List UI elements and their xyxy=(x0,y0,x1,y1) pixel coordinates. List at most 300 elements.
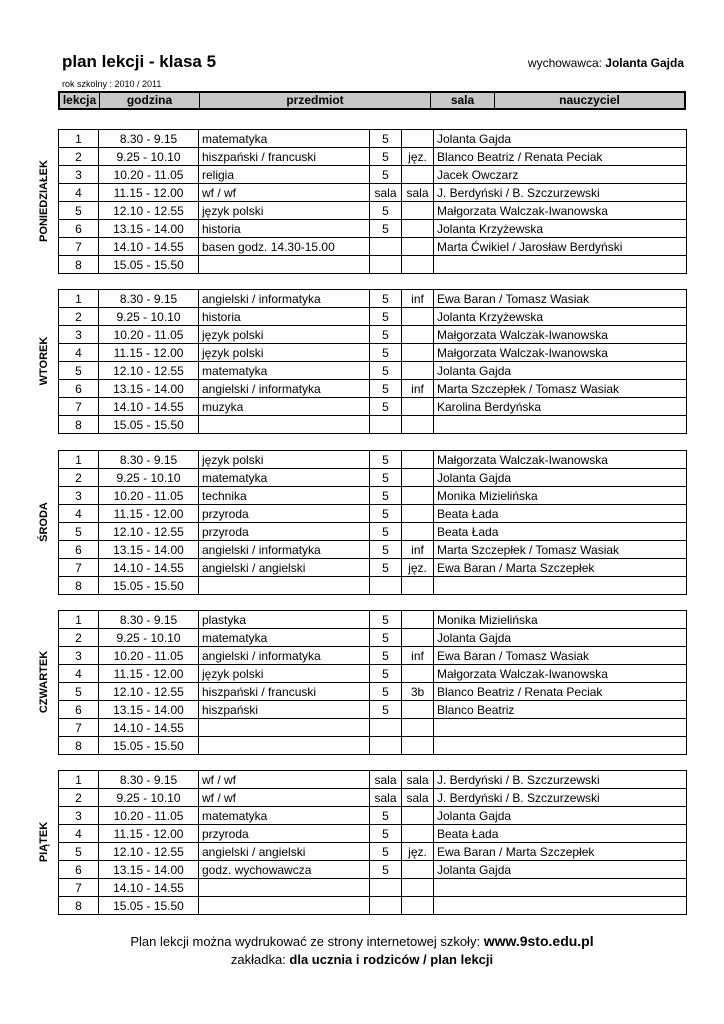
table-cell: 1 xyxy=(59,611,99,629)
table-cell: 12.10 - 12.55 xyxy=(99,202,199,220)
day-label xyxy=(36,129,52,273)
table-cell xyxy=(402,897,434,915)
day-name: ŚRODA xyxy=(38,502,50,542)
table-row xyxy=(59,789,687,807)
table-cell xyxy=(370,238,402,256)
table-cell: 8 xyxy=(59,897,99,915)
table-cell: 2 xyxy=(59,148,99,166)
table-cell: inf xyxy=(402,290,434,308)
table-cell: 7 xyxy=(59,719,99,737)
table-cell: Jolanta Gajda xyxy=(434,807,687,825)
table-row xyxy=(59,843,687,861)
table-row xyxy=(59,665,687,683)
table-row xyxy=(59,398,687,416)
table-cell: 5 xyxy=(370,629,402,647)
table-cell: 5 xyxy=(370,308,402,326)
table-cell: 5 xyxy=(370,130,402,148)
table-cell: 13.15 - 14.00 xyxy=(99,541,199,559)
table-cell: 5 xyxy=(370,647,402,665)
table-cell: 8.30 - 9.15 xyxy=(99,611,199,629)
day-table-4 xyxy=(58,610,686,755)
table-cell: Blanco Beatriz / Renata Peciak xyxy=(434,683,687,701)
table-cell xyxy=(402,629,434,647)
table-cell: 7 xyxy=(59,238,99,256)
table-cell: 3b xyxy=(402,683,434,701)
table-cell: 4 xyxy=(59,344,99,362)
table-cell: historia xyxy=(199,220,370,238)
table-cell: 6 xyxy=(59,541,99,559)
table-cell: 14.10 - 14.55 xyxy=(99,559,199,577)
footer xyxy=(0,932,724,969)
table-cell xyxy=(402,719,434,737)
col-nauczyciel: nauczyciel xyxy=(559,93,620,107)
table-cell xyxy=(402,202,434,220)
table-row xyxy=(59,202,687,220)
table-cell: 5 xyxy=(370,523,402,541)
table-cell: 8 xyxy=(59,416,99,434)
table-cell: sala xyxy=(370,789,402,807)
table-cell: 5 xyxy=(370,861,402,879)
table-cell: język polski xyxy=(199,665,370,683)
table-cell: Małgorzata Walczak-Iwanowska xyxy=(434,326,687,344)
table-cell xyxy=(370,897,402,915)
table-cell: 10.20 - 11.05 xyxy=(99,647,199,665)
table-cell: matematyka xyxy=(199,807,370,825)
table-cell xyxy=(402,166,434,184)
table-cell: Jolanta Gajda xyxy=(434,130,687,148)
table-cell xyxy=(434,577,687,595)
table-cell: przyroda xyxy=(199,825,370,843)
footer-tab: dla ucznia i rodziców / plan lekcji xyxy=(289,952,494,967)
table-cell: 5 xyxy=(370,451,402,469)
table-cell: Jolanta Gajda xyxy=(434,469,687,487)
table-cell: język polski xyxy=(199,326,370,344)
table-cell: Blanco Beatriz xyxy=(434,701,687,719)
table-cell: Blanco Beatriz / Renata Peciak xyxy=(434,148,687,166)
table-cell: 8 xyxy=(59,256,99,274)
table-cell: 7 xyxy=(59,879,99,897)
table-cell: Jolanta Gajda xyxy=(434,629,687,647)
table-cell: 6 xyxy=(59,380,99,398)
day-label xyxy=(36,770,52,914)
table-cell: matematyka xyxy=(199,130,370,148)
table-cell: 5 xyxy=(370,825,402,843)
table-cell xyxy=(434,737,687,755)
table-cell: 8.30 - 9.15 xyxy=(99,451,199,469)
table-cell: sala xyxy=(402,184,434,202)
table-cell: 4 xyxy=(59,505,99,523)
table-cell: 5 xyxy=(370,344,402,362)
table-row xyxy=(59,505,687,523)
table-cell: przyroda xyxy=(199,523,370,541)
table-cell: 5 xyxy=(59,362,99,380)
table-cell: Małgorzata Walczak-Iwanowska xyxy=(434,344,687,362)
table-cell xyxy=(370,719,402,737)
table-cell xyxy=(402,469,434,487)
table-cell: język polski xyxy=(199,451,370,469)
table-cell xyxy=(199,577,370,595)
table-cell: 12.10 - 12.55 xyxy=(99,523,199,541)
table-cell: sala xyxy=(370,771,402,789)
table-cell: 7 xyxy=(59,398,99,416)
table-cell: 8 xyxy=(59,577,99,595)
table-cell xyxy=(370,256,402,274)
table-row xyxy=(59,559,687,577)
school-year: rok szkolny : 2010 / 2011 xyxy=(62,79,162,89)
table-cell xyxy=(199,256,370,274)
table-row xyxy=(59,897,687,915)
table-cell: 5 xyxy=(370,380,402,398)
day-label xyxy=(36,610,52,754)
day-name: PONIEDZIAŁEK xyxy=(38,160,50,242)
table-cell: 3 xyxy=(59,647,99,665)
table-cell xyxy=(402,825,434,843)
table-cell xyxy=(434,256,687,274)
table-cell: 14.10 - 14.55 xyxy=(99,238,199,256)
table-cell: 10.20 - 11.05 xyxy=(99,807,199,825)
table-cell: 6 xyxy=(59,861,99,879)
table-cell: 5 xyxy=(370,202,402,220)
table-cell: 11.15 - 12.00 xyxy=(99,344,199,362)
table-cell: J. Berdyński / B. Szczurzewski xyxy=(434,789,687,807)
table-cell: wf / wf xyxy=(199,184,370,202)
table-row xyxy=(59,879,687,897)
table-cell: angielski / angielski xyxy=(199,559,370,577)
table-cell: Małgorzata Walczak-Iwanowska xyxy=(434,665,687,683)
table-cell: Jacek Owczarz xyxy=(434,166,687,184)
table-cell xyxy=(402,611,434,629)
table-cell: Jolanta Krzyżewska xyxy=(434,308,687,326)
table-cell: technika xyxy=(199,487,370,505)
table-cell: 1 xyxy=(59,130,99,148)
table-cell: plastyka xyxy=(199,611,370,629)
table-cell xyxy=(199,737,370,755)
table-cell: 3 xyxy=(59,326,99,344)
table-cell: 4 xyxy=(59,825,99,843)
table-cell xyxy=(402,879,434,897)
table-row xyxy=(59,184,687,202)
table-cell xyxy=(402,861,434,879)
table-cell xyxy=(402,362,434,380)
footer-tab-label: zakładka: xyxy=(230,952,286,967)
table-cell xyxy=(402,256,434,274)
table-cell: 5 xyxy=(59,843,99,861)
day-name: PIĄTEK xyxy=(38,821,50,863)
table-cell: 9.25 - 10.10 xyxy=(99,308,199,326)
table-cell xyxy=(402,238,434,256)
table-cell: 2 xyxy=(59,789,99,807)
table-cell: 15.05 - 15.50 xyxy=(99,737,199,755)
table-cell: 14.10 - 14.55 xyxy=(99,398,199,416)
table-cell: matematyka xyxy=(199,362,370,380)
table-cell: 5 xyxy=(370,398,402,416)
table-cell: 15.05 - 15.50 xyxy=(99,416,199,434)
table-cell: angielski / angielski xyxy=(199,843,370,861)
table-row xyxy=(59,380,687,398)
table-cell xyxy=(199,416,370,434)
table-cell: 10.20 - 11.05 xyxy=(99,487,199,505)
table-row xyxy=(59,771,687,789)
table-cell: 12.10 - 12.55 xyxy=(99,683,199,701)
table-row xyxy=(59,256,687,274)
table-cell: godz. wychowawcza xyxy=(199,861,370,879)
table-row xyxy=(59,220,687,238)
table-cell: 6 xyxy=(59,220,99,238)
table-cell: 11.15 - 12.00 xyxy=(99,505,199,523)
table-cell: 3 xyxy=(59,807,99,825)
table-cell: 13.15 - 14.00 xyxy=(99,861,199,879)
table-row xyxy=(59,629,687,647)
table-cell: 13.15 - 14.00 xyxy=(99,701,199,719)
table-cell xyxy=(370,577,402,595)
day-table-1 xyxy=(58,129,686,274)
table-row xyxy=(59,611,687,629)
table-cell: sala xyxy=(402,789,434,807)
table-cell: Ewa Baran / Tomasz Wasiak xyxy=(434,647,687,665)
table-row xyxy=(59,861,687,879)
table-row xyxy=(59,469,687,487)
table-cell xyxy=(402,344,434,362)
table-cell: Marta Ćwikiel / Jarosław Berdyński xyxy=(434,238,687,256)
table-cell xyxy=(402,308,434,326)
table-row xyxy=(59,541,687,559)
table-cell: 5 xyxy=(370,148,402,166)
table-cell xyxy=(199,897,370,915)
table-cell: 5 xyxy=(370,611,402,629)
table-cell: Ewa Baran / Tomasz Wasiak xyxy=(434,290,687,308)
table-cell: 11.15 - 12.00 xyxy=(99,825,199,843)
table-cell: wf / wf xyxy=(199,771,370,789)
table-cell xyxy=(434,897,687,915)
table-cell: 5 xyxy=(59,202,99,220)
table-cell: 13.15 - 14.00 xyxy=(99,380,199,398)
table-cell: Ewa Baran / Marta Szczepłek xyxy=(434,559,687,577)
table-cell: Małgorzata Walczak-Iwanowska xyxy=(434,202,687,220)
table-cell: religia xyxy=(199,166,370,184)
table-cell: Małgorzata Walczak-Iwanowska xyxy=(434,451,687,469)
page-title: plan lekcji - klasa 5 xyxy=(62,52,217,71)
table-cell: 8.30 - 9.15 xyxy=(99,130,199,148)
table-row xyxy=(59,130,687,148)
table-row xyxy=(59,166,687,184)
table-cell: angielski / informatyka xyxy=(199,380,370,398)
table-cell xyxy=(402,665,434,683)
table-cell xyxy=(402,523,434,541)
table-cell: Monika Mizielińska xyxy=(434,487,687,505)
table-cell: sala xyxy=(370,184,402,202)
table-cell: hiszpański / francuski xyxy=(199,683,370,701)
table-row xyxy=(59,344,687,362)
table-row xyxy=(59,362,687,380)
table-cell: 5 xyxy=(370,665,402,683)
table-cell: 5 xyxy=(370,541,402,559)
col-przedmiot: przedmiot xyxy=(200,93,431,108)
day-table-3 xyxy=(58,450,686,595)
table-row xyxy=(59,647,687,665)
table-cell: inf xyxy=(402,541,434,559)
table-cell: 5 xyxy=(370,487,402,505)
table-cell: język polski xyxy=(199,202,370,220)
table-cell: 8.30 - 9.15 xyxy=(99,290,199,308)
col-godzina: godzina xyxy=(100,93,200,108)
table-cell: 14.10 - 14.55 xyxy=(99,719,199,737)
col-lekcja: lekcja xyxy=(60,93,100,108)
table-cell xyxy=(402,451,434,469)
table-cell: 3 xyxy=(59,166,99,184)
table-cell: Monika Mizielińska xyxy=(434,611,687,629)
day-name: CZWARTEK xyxy=(38,650,50,714)
table-cell xyxy=(434,416,687,434)
table-cell: Jolanta Gajda xyxy=(434,362,687,380)
table-cell: 13.15 - 14.00 xyxy=(99,220,199,238)
table-cell: 15.05 - 15.50 xyxy=(99,256,199,274)
table-cell xyxy=(402,505,434,523)
table-cell xyxy=(199,719,370,737)
table-cell: 5 xyxy=(370,166,402,184)
wychowawca-name: Jolanta Gajda xyxy=(605,56,684,70)
table-cell: język polski xyxy=(199,344,370,362)
table-cell: 2 xyxy=(59,308,99,326)
table-cell xyxy=(402,220,434,238)
table-cell: jęz. xyxy=(402,559,434,577)
table-cell: 5 xyxy=(370,362,402,380)
table-row xyxy=(59,825,687,843)
table-cell xyxy=(402,737,434,755)
day-label xyxy=(36,450,52,594)
table-cell: 2 xyxy=(59,629,99,647)
table-cell: 5 xyxy=(370,469,402,487)
table-cell: Karolina Berdyńska xyxy=(434,398,687,416)
table-cell: 1 xyxy=(59,290,99,308)
table-cell: inf xyxy=(402,380,434,398)
table-cell xyxy=(370,416,402,434)
table-row xyxy=(59,807,687,825)
table-row xyxy=(59,719,687,737)
table-cell: jęz. xyxy=(402,843,434,861)
table-cell xyxy=(370,879,402,897)
table-cell: 5 xyxy=(370,807,402,825)
table-cell: 9.25 - 10.10 xyxy=(99,469,199,487)
table-cell: 3 xyxy=(59,487,99,505)
table-cell xyxy=(402,416,434,434)
table-cell: inf xyxy=(402,647,434,665)
table-row xyxy=(59,290,687,308)
day-table-2 xyxy=(58,289,686,434)
table-cell: 1 xyxy=(59,771,99,789)
table-cell: 5 xyxy=(370,683,402,701)
table-cell xyxy=(402,701,434,719)
table-cell: 5 xyxy=(59,523,99,541)
table-row xyxy=(59,701,687,719)
table-cell: Jolanta Krzyżewska xyxy=(434,220,687,238)
table-cell xyxy=(402,807,434,825)
table-cell: 5 xyxy=(370,701,402,719)
table-cell xyxy=(402,577,434,595)
table-cell: 11.15 - 12.00 xyxy=(99,665,199,683)
table-cell: 8.30 - 9.15 xyxy=(99,771,199,789)
table-cell: historia xyxy=(199,308,370,326)
table-cell: Beata Łada xyxy=(434,523,687,541)
table-cell: 5 xyxy=(370,505,402,523)
table-cell: sala xyxy=(402,771,434,789)
table-cell: 2 xyxy=(59,469,99,487)
table-cell xyxy=(402,487,434,505)
table-cell xyxy=(434,719,687,737)
table-cell: 1 xyxy=(59,451,99,469)
table-cell: 10.20 - 11.05 xyxy=(99,326,199,344)
table-cell: 5 xyxy=(370,290,402,308)
table-cell: Beata Łada xyxy=(434,825,687,843)
table-cell: Marta Szczepłek / Tomasz Wasiak xyxy=(434,541,687,559)
table-row xyxy=(59,577,687,595)
table-cell: 5 xyxy=(59,683,99,701)
table-row xyxy=(59,451,687,469)
table-cell xyxy=(199,879,370,897)
wychowawca-label: wychowawca: xyxy=(527,56,602,70)
table-cell: 5 xyxy=(370,326,402,344)
table-cell: wf / wf xyxy=(199,789,370,807)
table-cell: 12.10 - 12.55 xyxy=(99,362,199,380)
school-url[interactable]: www.9sto.edu.pl xyxy=(483,933,594,949)
table-row xyxy=(59,487,687,505)
day-name: WTOREK xyxy=(38,336,50,386)
table-cell: 10.20 - 11.05 xyxy=(99,166,199,184)
day-label xyxy=(36,289,52,433)
wychowawca xyxy=(528,56,684,70)
table-cell: basen godz. 14.30-15.00 xyxy=(199,238,370,256)
table-cell: angielski / informatyka xyxy=(199,541,370,559)
col-sala: sala xyxy=(431,93,495,108)
table-cell: 5 xyxy=(370,220,402,238)
table-cell: Jolanta Gajda xyxy=(434,861,687,879)
table-row xyxy=(59,416,687,434)
table-row xyxy=(59,683,687,701)
table-cell xyxy=(370,737,402,755)
table-cell: 12.10 - 12.55 xyxy=(99,843,199,861)
table-cell xyxy=(402,326,434,344)
table-cell: 9.25 - 10.10 xyxy=(99,148,199,166)
table-cell: jęz. xyxy=(402,148,434,166)
table-cell: 4 xyxy=(59,184,99,202)
table-cell: 15.05 - 15.50 xyxy=(99,577,199,595)
table-cell: 6 xyxy=(59,701,99,719)
table-cell: J. Berdyński / B. Szczurzewski xyxy=(434,184,687,202)
day-table-5 xyxy=(58,770,686,915)
column-header xyxy=(58,91,686,110)
table-cell: matematyka xyxy=(199,469,370,487)
table-cell: 5 xyxy=(370,843,402,861)
table-cell: J. Berdyński / B. Szczurzewski xyxy=(434,771,687,789)
table-cell: angielski / informatyka xyxy=(199,290,370,308)
table-row xyxy=(59,326,687,344)
table-cell xyxy=(402,398,434,416)
table-cell: 8 xyxy=(59,737,99,755)
table-cell: 14.10 - 14.55 xyxy=(99,879,199,897)
table-row xyxy=(59,148,687,166)
table-row xyxy=(59,308,687,326)
table-cell: matematyka xyxy=(199,629,370,647)
table-cell: 9.25 - 10.10 xyxy=(99,789,199,807)
table-row xyxy=(59,523,687,541)
table-cell: muzyka xyxy=(199,398,370,416)
table-cell: Ewa Baran / Marta Szczepłek xyxy=(434,843,687,861)
table-cell: 9.25 - 10.10 xyxy=(99,629,199,647)
table-cell: Marta Szczepłek / Tomasz Wasiak xyxy=(434,380,687,398)
table-row xyxy=(59,737,687,755)
table-cell: Beata Łada xyxy=(434,505,687,523)
table-cell: 15.05 - 15.50 xyxy=(99,897,199,915)
table-cell: hiszpański xyxy=(199,701,370,719)
